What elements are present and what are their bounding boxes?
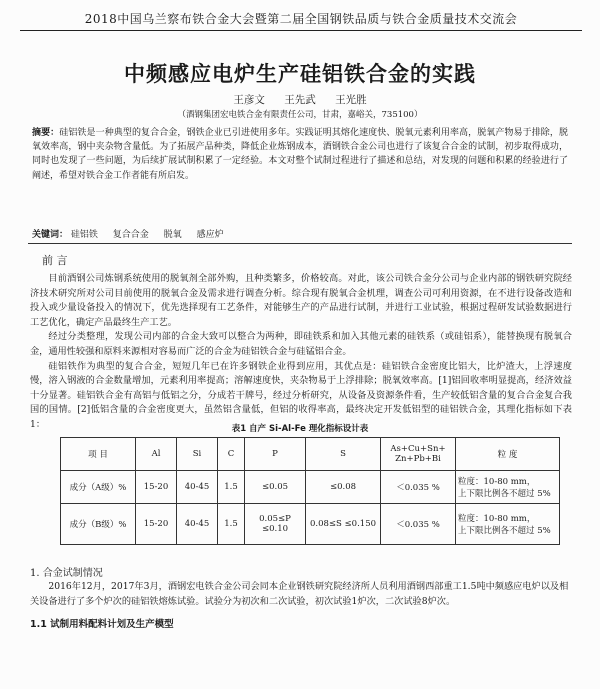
abstract-label: 摘要： bbox=[32, 128, 60, 138]
cell-s: ≤0.08 bbox=[306, 471, 381, 504]
author: 王光胜 bbox=[335, 94, 367, 106]
keyword: 硅铝铁 bbox=[70, 230, 98, 240]
header-cell: Al bbox=[136, 438, 177, 471]
keyword: 复合合金 bbox=[112, 230, 149, 240]
affiliation: （酒钢集团宏电铁合金有限责任公司，甘肃，嘉峪关，735100） bbox=[177, 110, 423, 120]
cell-as: ＜0.035 % bbox=[381, 471, 456, 504]
conference-header: 2018中国乌兰察布铁合金大会暨第二届全国钢铁品质与铁合金质量技术交流会 bbox=[20, 10, 582, 31]
cell-size bbox=[456, 504, 560, 545]
subsection-heading: 1.1 试制用料配料计划及生产模型 bbox=[30, 619, 174, 630]
cell-c: 1.5 bbox=[218, 504, 245, 545]
size-line: 上下限比例各不超过 5% bbox=[458, 489, 551, 499]
table-caption: 表1 自产 Si-Al-Fe 理化指标设计表 bbox=[231, 424, 369, 434]
cell-al: 15-20 bbox=[136, 504, 177, 545]
cell-si: 40-45 bbox=[177, 504, 218, 545]
divider bbox=[28, 243, 572, 244]
section-heading: 1. 合金试制情况 bbox=[30, 568, 103, 579]
table-row bbox=[61, 504, 560, 545]
header-cell: S bbox=[306, 438, 381, 471]
size-line: 粒度：10-80 mm， bbox=[458, 514, 536, 524]
paragraph: 目前酒钢公司炼钢系统使用的脱氧剂全部外购，且种类繁多，价格较高。对此，该公司铁合金分公司与企业内部的钢铁研究院经济技术研究所对公司目前使用的脱氧合金及需求进行调查分析。综合现有脱氧合金机理，调查公司可利用资源，在不进行设备改造和投入或少量设备投入的情况下，优先选择现有工艺条件，对能够生产的产品进行试制，并进行工业试验，根据过程研发试验数据进行工艺优化，确定产品最终生产工艺。 bbox=[30, 273, 572, 328]
abstract bbox=[32, 126, 568, 183]
size-line: 上下限比例各不超过 5% bbox=[458, 526, 551, 536]
keywords bbox=[32, 227, 568, 240]
abstract-text: 硅铝铁是一种典型的复合合金，钢铁企业已引进使用多年。实践证明其熔化速度快、脱氧元素利用率高，脱氧产物易于排除，脱氧效率高，钢中夹杂物含量低。为了拓展产品种类，降低企业炼钢成本，酒钢铁合金公司也进行了该复合合金的试制，初步取得成功，同时也发现了一些问题，为后续扩展试制积累了一定经验。本文对整个试制过程进行了描述和总结，对发现的问题和积累的经验进行了阐述，希望对铁合金工作者能有所启发。 bbox=[32, 128, 568, 181]
cell-size bbox=[456, 471, 560, 504]
intro-body bbox=[30, 272, 572, 433]
cell-al: 15-20 bbox=[136, 471, 177, 504]
paper-title: 中频感应电炉生产硅铝铁合金的实践 bbox=[124, 62, 476, 86]
table-row bbox=[61, 471, 560, 504]
cell-c: 1.5 bbox=[218, 471, 245, 504]
keyword: 脱氧 bbox=[163, 230, 182, 240]
section1-body bbox=[30, 580, 572, 609]
author: 王彦文 bbox=[233, 94, 265, 106]
author: 王先武 bbox=[284, 94, 316, 106]
keyword: 感应炉 bbox=[196, 230, 224, 240]
keywords-label: 关键词： bbox=[32, 230, 69, 240]
cell-p: 0.05≤P ≤0.10 bbox=[245, 504, 306, 545]
cell-p: ≤0.05 bbox=[245, 471, 306, 504]
paragraph: 经过分类整理，发现公司内部的合金大致可以整合为两种，即硅铁系和加入其他元素的硅铁系（或硅铝系），能替换现有脱氧合金，通用性较强和原料来源相对容易而广泛的合金为硅铝铁合金与硅锰铝合金。 bbox=[30, 331, 572, 357]
header-cell: P bbox=[245, 438, 306, 471]
cell-s: 0.08≤S ≤0.150 bbox=[306, 504, 381, 545]
header-cell: Si bbox=[177, 438, 218, 471]
table-header-row bbox=[61, 438, 560, 471]
spec-table bbox=[60, 437, 560, 545]
paragraph: 硅铝铁作为典型的复合合金，短短几年已在许多钢铁企业得到应用，其优点是：硅铝铁合金密度比铝大，比炉渣大，上浮速度慢，溶入钢液的合金数量增加，元素利用率提高；溶解速度快，夹杂物易于上浮排除；脱氧效率高。[1]铝回收率明显提高，经济效益十分显著。硅铝铁合金有高铝与低铝之分，分成若干牌号，经过分析研究，从设备及资源条件看，生产较低铝含量的复合合金复合我国的国情。[2]低铝含量的合金密度更大，虽然铝含量低，但铝的收得率高，最终决定开发低铝型的硅铝铁合金，其理化指标如下表1： bbox=[30, 360, 572, 430]
header-cell: 项 目 bbox=[61, 438, 136, 471]
header-cell: As+Cu+Sn+ Zn+Pb+Bi bbox=[381, 438, 456, 471]
row-label: 成分（B级）% bbox=[61, 504, 136, 545]
row-label: 成分（A级）% bbox=[61, 471, 136, 504]
header-cell: C bbox=[218, 438, 245, 471]
intro-heading: 前 言 bbox=[42, 254, 68, 267]
paragraph: 2016年12月，2017年3月，酒钢宏电铁合金公司会同本企业钢铁研究院经济所人员利用酒钢西部重工1.5吨中频感应电炉以及相关设备进行了多个炉次的硅铝铁熔炼试验。试验分为初次和二次试验，初次试验1炉次，二次试验8炉次。 bbox=[30, 581, 569, 607]
author-list bbox=[0, 92, 600, 107]
cell-si: 40-45 bbox=[177, 471, 218, 504]
cell-as: ＜0.035 % bbox=[381, 504, 456, 545]
header-cell: 粒 度 bbox=[456, 438, 560, 471]
size-line: 粒度：10-80 mm， bbox=[458, 477, 536, 487]
